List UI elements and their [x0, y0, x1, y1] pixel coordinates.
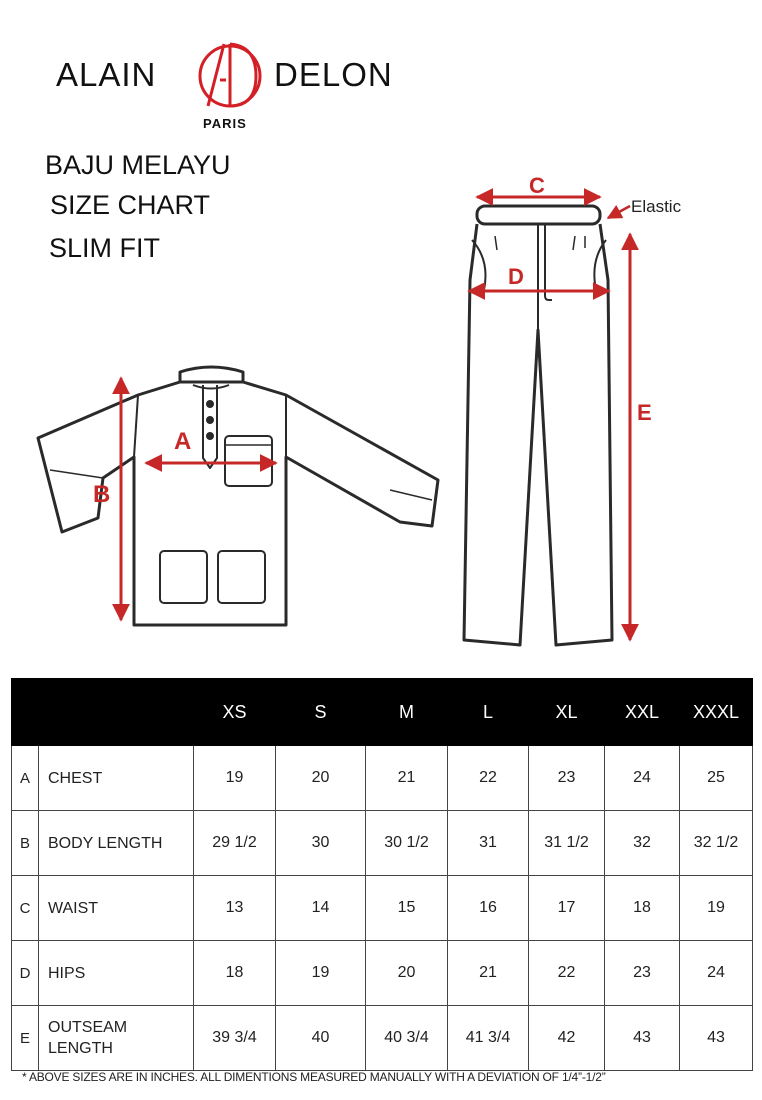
header-blank-code: [12, 679, 39, 746]
row-measurement-name: CHEST: [39, 746, 194, 811]
logo-word-right: DELON: [274, 56, 393, 93]
elastic-pointer-arrow: [608, 206, 630, 218]
table-header-row: [12, 679, 753, 746]
table-cell: 32: [605, 811, 680, 876]
row-measurement-name: BODY LENGTH: [39, 811, 194, 876]
header-size-s: S: [276, 679, 366, 746]
header-size-xxxl: XXXL: [680, 679, 753, 746]
header-size-l: L: [448, 679, 529, 746]
row-measurement-name: HIPS: [39, 941, 194, 1006]
table-cell: 23: [529, 746, 605, 811]
shirt-pocket-right: [218, 551, 265, 603]
header-size-xs: XS: [194, 679, 276, 746]
chart-subtitle: SIZE CHART: [50, 190, 211, 220]
table-cell: 22: [529, 941, 605, 1006]
table-cell: 17: [529, 876, 605, 941]
row-measurement-name: OUTSEAM LENGTH: [39, 1006, 194, 1071]
table-row: [12, 876, 753, 941]
logo-word-left: ALAIN: [56, 56, 157, 93]
size-chart-table: [11, 678, 753, 1071]
table-row: [12, 811, 753, 876]
table-cell: 21: [366, 746, 448, 811]
table-cell: 14: [276, 876, 366, 941]
table-cell: 31: [448, 811, 529, 876]
table-cell: 43: [605, 1006, 680, 1071]
product-title: BAJU MELAYU: [45, 150, 231, 180]
shirt-placket: [203, 385, 217, 468]
table-cell: 24: [605, 746, 680, 811]
label-d: D: [508, 264, 524, 289]
table-cell: 31 1/2: [529, 811, 605, 876]
label-b: B: [93, 481, 111, 508]
table-cell: 19: [276, 941, 366, 1006]
label-e: E: [637, 400, 652, 425]
logo-monogram-icon: [190, 36, 270, 116]
row-code: D: [12, 941, 39, 1006]
header-size-xxl: XXL: [605, 679, 680, 746]
garment-diagram: [0, 160, 762, 660]
table-cell: 18: [605, 876, 680, 941]
row-measurement-name: WAIST: [39, 876, 194, 941]
table-cell: 24: [680, 941, 753, 1006]
footnote: * ABOVE SIZES ARE IN INCHES. ALL DIMENTIONS MEASURED MANUALLY WITH A DEVIATION OF 1/4”-1/2”: [22, 1070, 606, 1084]
row-code: B: [12, 811, 39, 876]
table-cell: 13: [194, 876, 276, 941]
table-cell: 32 1/2: [680, 811, 753, 876]
table-cell: 40 3/4: [366, 1006, 448, 1071]
table-row: [12, 1006, 753, 1071]
pants-illustration: [464, 206, 612, 645]
row-code: C: [12, 876, 39, 941]
table-cell: 16: [448, 876, 529, 941]
table-cell: 21: [448, 941, 529, 1006]
table-cell: 40: [276, 1006, 366, 1071]
table-cell: 15: [366, 876, 448, 941]
label-c: C: [529, 173, 545, 198]
shirt-pocket-left: [160, 551, 207, 603]
fit-label: SLIM FIT: [49, 233, 161, 263]
table-cell: 29 1/2: [194, 811, 276, 876]
table-cell: 19: [194, 746, 276, 811]
table-row: [12, 746, 753, 811]
table-cell: 30: [276, 811, 366, 876]
table-cell: 19: [680, 876, 753, 941]
header-size-m: M: [366, 679, 448, 746]
table-cell: 20: [276, 746, 366, 811]
table-cell: 23: [605, 941, 680, 1006]
label-a: A: [174, 428, 192, 455]
table-cell: 42: [529, 1006, 605, 1071]
elastic-label: Elastic: [631, 197, 682, 216]
header-size-xl: XL: [529, 679, 605, 746]
table-cell: 20: [366, 941, 448, 1006]
logo-tagline: PARIS: [203, 116, 247, 131]
shirt-collar: [180, 367, 243, 382]
table-cell: 30 1/2: [366, 811, 448, 876]
pants-waistband: [477, 206, 600, 224]
row-code: A: [12, 746, 39, 811]
table-cell: 41 3/4: [448, 1006, 529, 1071]
shirt-chest-pocket: [225, 436, 272, 486]
row-code: E: [12, 1006, 39, 1071]
table-row: [12, 941, 753, 1006]
header-blank-name: [39, 679, 194, 746]
table-cell: 39 3/4: [194, 1006, 276, 1071]
table-cell: 22: [448, 746, 529, 811]
table-cell: 25: [680, 746, 753, 811]
table-cell: 43: [680, 1006, 753, 1071]
table-cell: 18: [194, 941, 276, 1006]
